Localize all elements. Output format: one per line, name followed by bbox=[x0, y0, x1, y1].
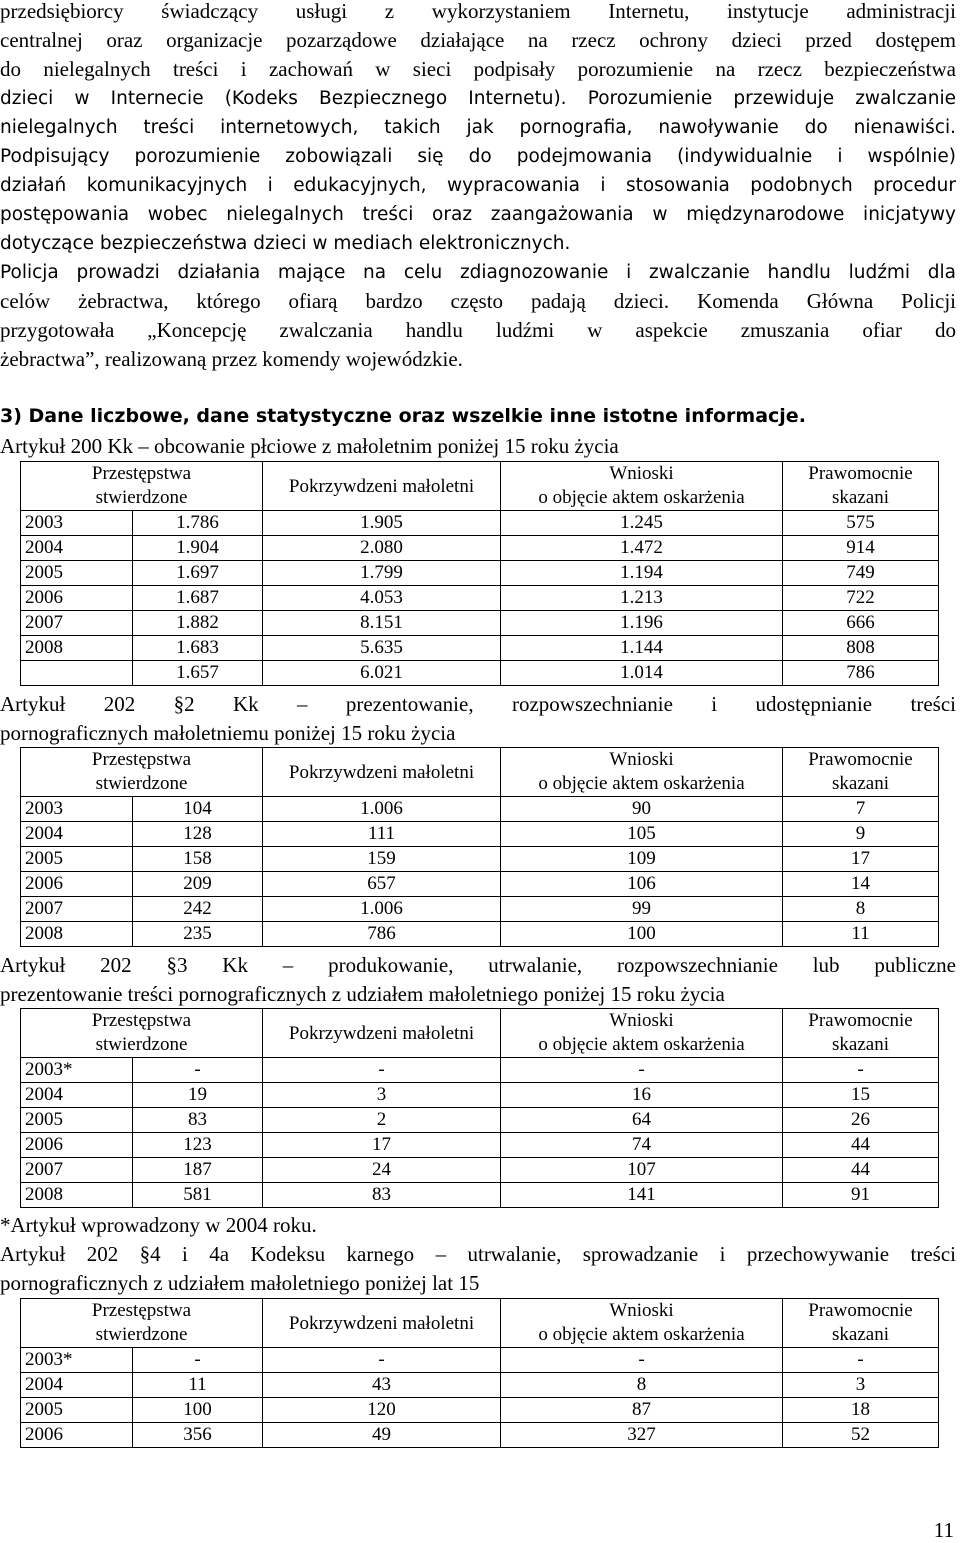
crimes-cell: 1.683 bbox=[133, 636, 263, 661]
header-line: skazani bbox=[832, 1034, 889, 1055]
convicted-cell: 722 bbox=[783, 586, 939, 611]
caption-line: Artykuł 200 Kk – obcowanie płciowe z małoletnim poniżej 15 roku życia bbox=[0, 434, 619, 458]
year-cell: 2008 bbox=[21, 1183, 133, 1208]
table-row bbox=[21, 1108, 939, 1133]
header-line: stwierdzone bbox=[95, 1324, 188, 1345]
victims-cell: 5.635 bbox=[263, 636, 501, 661]
indictments-cell: 1.194 bbox=[501, 561, 783, 586]
victims-cell: 43 bbox=[263, 1373, 501, 1398]
crimes-cell: - bbox=[133, 1348, 263, 1373]
caption-line: prezentowanie treści pornograficznych z udziałem małoletniego poniżej 15 roku życia bbox=[0, 982, 725, 1006]
convicted-cell: 14 bbox=[783, 872, 939, 897]
convicted-cell: 786 bbox=[783, 661, 939, 686]
header-line: Przestępstwa bbox=[91, 463, 192, 484]
header-line: skazani bbox=[832, 1324, 889, 1345]
convicted-cell: 15 bbox=[783, 1083, 939, 1108]
table-row bbox=[21, 1133, 939, 1158]
victims-cell: 4.053 bbox=[263, 586, 501, 611]
victims-cell: 2 bbox=[263, 1108, 501, 1133]
header-line: Wnioski bbox=[609, 1010, 674, 1031]
indictments-cell: - bbox=[501, 1348, 783, 1373]
indictments-cell: 1.144 bbox=[501, 636, 783, 661]
year-cell: 2004 bbox=[21, 536, 133, 561]
indictments-cell: 1.213 bbox=[501, 586, 783, 611]
intro-paragraph bbox=[0, 0, 956, 258]
table-caption bbox=[0, 432, 956, 461]
indictments-cell: 1.196 bbox=[501, 611, 783, 636]
header-line: Prawomocnie bbox=[808, 1300, 913, 1321]
table-row bbox=[21, 1058, 939, 1083]
header-line: stwierdzone bbox=[95, 487, 188, 508]
convicted-cell: 44 bbox=[783, 1133, 939, 1158]
convicted-cell: 18 bbox=[783, 1398, 939, 1423]
table-caption bbox=[0, 1240, 956, 1298]
crimes-cell: 1.786 bbox=[133, 511, 263, 536]
year-cell: 2006 bbox=[21, 586, 133, 611]
table-row bbox=[21, 897, 939, 922]
column-header-victims: Pokrzywdzeni małoletni bbox=[263, 462, 501, 511]
victims-cell: 120 bbox=[263, 1398, 501, 1423]
text-line: przygotowała „Koncepcję zwalczania handlu ludźmi w aspekcie zmuszania ofiar do bbox=[0, 318, 956, 342]
column-header-convicted bbox=[783, 1299, 939, 1348]
crimes-cell: 158 bbox=[133, 847, 263, 872]
column-header-indictments bbox=[501, 462, 783, 511]
table-row bbox=[21, 797, 939, 822]
column-header-indictments bbox=[501, 1299, 783, 1348]
crimes-cell: 235 bbox=[133, 922, 263, 947]
text-line: Podpisujący porozumienie zobowiązali się do podejmowania (indywidualnie i wspólnie) bbox=[0, 146, 956, 167]
police-paragraph bbox=[0, 258, 956, 374]
column-header-victims: Pokrzywdzeni małoletni bbox=[263, 748, 501, 797]
table-row bbox=[21, 511, 939, 536]
year-cell: 2008 bbox=[21, 636, 133, 661]
text-line: nielegalnych treści internetowych, takich jak pornografia, nawoływanie do nienawiści. bbox=[0, 117, 956, 138]
crimes-cell: 11 bbox=[133, 1373, 263, 1398]
indictments-cell: 106 bbox=[501, 872, 783, 897]
year-cell: 2004 bbox=[21, 1373, 133, 1398]
table-row bbox=[21, 1398, 939, 1423]
table-row bbox=[21, 1348, 939, 1373]
header-line: Prawomocnie bbox=[808, 1010, 913, 1031]
crimes-cell: 123 bbox=[133, 1133, 263, 1158]
table-row bbox=[21, 822, 939, 847]
convicted-cell: 7 bbox=[783, 797, 939, 822]
header-line: Wnioski bbox=[609, 1300, 674, 1321]
crimes-cell: 242 bbox=[133, 897, 263, 922]
year-cell: 2008 bbox=[21, 922, 133, 947]
caption-line: Artykuł 202 §2 Kk – prezentowanie, rozpowszechnianie i udostępnianie treści bbox=[0, 692, 956, 716]
column-header-convicted bbox=[783, 748, 939, 797]
stats-table-art200 bbox=[20, 461, 939, 686]
indictments-cell: 16 bbox=[501, 1083, 783, 1108]
indictments-cell: 327 bbox=[501, 1423, 783, 1448]
text-line: dotyczące bezpieczeństwa dzieci w mediach elektronicznych. bbox=[0, 233, 571, 254]
crimes-cell: 1.882 bbox=[133, 611, 263, 636]
text-line: do nielegalnych treści i zachowań w sieci podpisały porozumienie na rzecz bezpieczeństwa bbox=[0, 57, 956, 81]
crimes-cell: 1.904 bbox=[133, 536, 263, 561]
victims-cell: 24 bbox=[263, 1158, 501, 1183]
victims-cell: 1.905 bbox=[263, 511, 501, 536]
table-row bbox=[21, 536, 939, 561]
year-cell: 2005 bbox=[21, 1398, 133, 1423]
year-cell: 2006 bbox=[21, 872, 133, 897]
convicted-cell: 914 bbox=[783, 536, 939, 561]
convicted-cell: 91 bbox=[783, 1183, 939, 1208]
victims-cell: 159 bbox=[263, 847, 501, 872]
table-row bbox=[21, 1423, 939, 1448]
convicted-cell: 11 bbox=[783, 922, 939, 947]
stats-table-art202-4 bbox=[20, 1298, 939, 1448]
indictments-cell: 1.472 bbox=[501, 536, 783, 561]
header-line: skazani bbox=[832, 487, 889, 508]
header-line: Wnioski bbox=[609, 749, 674, 770]
year-cell: 2005 bbox=[21, 847, 133, 872]
year-cell: 2007 bbox=[21, 611, 133, 636]
crimes-cell: 356 bbox=[133, 1423, 263, 1448]
year-cell: 2003* bbox=[21, 1348, 133, 1373]
indictments-cell: 107 bbox=[501, 1158, 783, 1183]
stats-table-art202-2 bbox=[20, 747, 939, 947]
crimes-cell: 100 bbox=[133, 1398, 263, 1423]
table-row bbox=[21, 1373, 939, 1398]
indictments-cell: 1.245 bbox=[501, 511, 783, 536]
victims-cell: - bbox=[263, 1058, 501, 1083]
indictments-cell: 141 bbox=[501, 1183, 783, 1208]
victims-cell: 111 bbox=[263, 822, 501, 847]
victims-cell: 1.006 bbox=[263, 897, 501, 922]
year-cell: 2006 bbox=[21, 1423, 133, 1448]
text-line: celów żebractwa, którego ofiarą bardzo często padają dzieci. Komenda Główna Policji bbox=[0, 289, 956, 313]
convicted-cell: 52 bbox=[783, 1423, 939, 1448]
header-line: Przestępstwa bbox=[91, 1300, 192, 1321]
header-line: o objęcie aktem oskarżenia bbox=[538, 773, 745, 794]
convicted-cell: 8 bbox=[783, 897, 939, 922]
column-header-victims: Pokrzywdzeni małoletni bbox=[263, 1009, 501, 1058]
victims-cell: 8.151 bbox=[263, 611, 501, 636]
table-caption bbox=[0, 951, 956, 1009]
victims-cell: 3 bbox=[263, 1083, 501, 1108]
indictments-cell: 99 bbox=[501, 897, 783, 922]
table-row bbox=[21, 1083, 939, 1108]
table-caption bbox=[0, 690, 956, 748]
year-cell bbox=[21, 661, 133, 686]
caption-line: pornograficznych małoletniemu poniżej 15 roku życia bbox=[0, 721, 456, 745]
year-cell: 2006 bbox=[21, 1133, 133, 1158]
header-line: stwierdzone bbox=[95, 1034, 188, 1055]
convicted-cell: 808 bbox=[783, 636, 939, 661]
victims-cell: 657 bbox=[263, 872, 501, 897]
page-number: 11 bbox=[933, 1518, 954, 1542]
text-line: Policja prowadzi działania mające na celu zdiagnozowanie i zwalczanie handlu ludźmi dla bbox=[0, 262, 956, 283]
year-cell: 2005 bbox=[21, 561, 133, 586]
convicted-cell: 3 bbox=[783, 1373, 939, 1398]
convicted-cell: 44 bbox=[783, 1158, 939, 1183]
victims-cell: 1.006 bbox=[263, 797, 501, 822]
text-line: centralnej oraz organizacje pozarządowe działające na rzecz ochrony dzieci przed dostępem bbox=[0, 28, 956, 52]
column-header-indictments bbox=[501, 748, 783, 797]
convicted-cell: 666 bbox=[783, 611, 939, 636]
text-line: działań komunikacyjnych i edukacyjnych, wypracowania i stosowania podobnych procedur bbox=[0, 175, 956, 196]
crimes-cell: 1.687 bbox=[133, 586, 263, 611]
text-line: przedsiębiorcy świadczący usługi z wykorzystaniem Internetu, instytucje administracji bbox=[0, 0, 956, 23]
text-line: dzieci w Internecie (Kodeks Bezpiecznego Internetu). Porozumienie przewiduje zwalczanie bbox=[0, 88, 956, 109]
crimes-cell: 581 bbox=[133, 1183, 263, 1208]
victims-cell: 17 bbox=[263, 1133, 501, 1158]
header-line: o objęcie aktem oskarżenia bbox=[538, 487, 745, 508]
year-cell: 2003 bbox=[21, 511, 133, 536]
table-row bbox=[21, 661, 939, 686]
crimes-cell: 187 bbox=[133, 1158, 263, 1183]
victims-cell: 83 bbox=[263, 1183, 501, 1208]
indictments-cell: 1.014 bbox=[501, 661, 783, 686]
header-line: stwierdzone bbox=[95, 773, 188, 794]
convicted-cell: 26 bbox=[783, 1108, 939, 1133]
crimes-cell: 19 bbox=[133, 1083, 263, 1108]
indictments-cell: 105 bbox=[501, 822, 783, 847]
victims-cell: - bbox=[263, 1348, 501, 1373]
indictments-cell: 8 bbox=[501, 1373, 783, 1398]
table-footnote: *Artykuł wprowadzony w 2004 roku. bbox=[0, 1213, 317, 1237]
table-row bbox=[21, 611, 939, 636]
text-line: żebractwa”, realizowaną przez komendy wojewódzkie. bbox=[0, 347, 463, 371]
caption-line: Artykuł 202 §3 Kk – produkowanie, utrwalanie, rozpowszechnianie lub publiczne bbox=[0, 953, 956, 977]
column-header-crimes bbox=[21, 1009, 263, 1058]
header-line: Przestępstwa bbox=[91, 749, 192, 770]
year-cell: 2004 bbox=[21, 822, 133, 847]
column-header-convicted bbox=[783, 1009, 939, 1058]
year-cell: 2007 bbox=[21, 1158, 133, 1183]
table-row bbox=[21, 922, 939, 947]
table-row bbox=[21, 561, 939, 586]
column-header-crimes bbox=[21, 1299, 263, 1348]
crimes-cell: 83 bbox=[133, 1108, 263, 1133]
crimes-cell: - bbox=[133, 1058, 263, 1083]
table-row bbox=[21, 586, 939, 611]
column-header-crimes bbox=[21, 748, 263, 797]
crimes-cell: 104 bbox=[133, 797, 263, 822]
victims-cell: 49 bbox=[263, 1423, 501, 1448]
year-cell: 2003* bbox=[21, 1058, 133, 1083]
header-line: Wnioski bbox=[609, 463, 674, 484]
table-row bbox=[21, 1158, 939, 1183]
crimes-cell: 209 bbox=[133, 872, 263, 897]
convicted-cell: - bbox=[783, 1348, 939, 1373]
convicted-cell: 9 bbox=[783, 822, 939, 847]
indictments-cell: 87 bbox=[501, 1398, 783, 1423]
indictments-cell: 109 bbox=[501, 847, 783, 872]
crimes-cell: 128 bbox=[133, 822, 263, 847]
indictments-cell: 100 bbox=[501, 922, 783, 947]
table-row bbox=[21, 847, 939, 872]
column-header-crimes bbox=[21, 462, 263, 511]
crimes-cell: 1.657 bbox=[133, 661, 263, 686]
indictments-cell: - bbox=[501, 1058, 783, 1083]
convicted-cell: 749 bbox=[783, 561, 939, 586]
stats-table-art202-3 bbox=[20, 1008, 939, 1208]
year-cell: 2004 bbox=[21, 1083, 133, 1108]
victims-cell: 786 bbox=[263, 922, 501, 947]
header-line: Przestępstwa bbox=[91, 1010, 192, 1031]
victims-cell: 2.080 bbox=[263, 536, 501, 561]
caption-line: Artykuł 202 §4 i 4a Kodeksu karnego – utrwalanie, sprowadzanie i przechowywanie treści bbox=[0, 1242, 956, 1266]
text-line: postępowania wobec nielegalnych treści oraz zaangażowania w międzynarodowe inicjatywy bbox=[0, 204, 956, 225]
header-line: Prawomocnie bbox=[808, 463, 913, 484]
table-row bbox=[21, 1183, 939, 1208]
convicted-cell: - bbox=[783, 1058, 939, 1083]
header-line: Prawomocnie bbox=[808, 749, 913, 770]
year-cell: 2007 bbox=[21, 897, 133, 922]
victims-cell: 1.799 bbox=[263, 561, 501, 586]
victims-cell: 6.021 bbox=[263, 661, 501, 686]
table-row bbox=[21, 872, 939, 897]
indictments-cell: 64 bbox=[501, 1108, 783, 1133]
indictments-cell: 74 bbox=[501, 1133, 783, 1158]
crimes-cell: 1.697 bbox=[133, 561, 263, 586]
convicted-cell: 17 bbox=[783, 847, 939, 872]
column-header-victims: Pokrzywdzeni małoletni bbox=[263, 1299, 501, 1348]
caption-line: pornograficznych z udziałem małoletniego poniżej lat 15 bbox=[0, 1271, 480, 1295]
year-cell: 2003 bbox=[21, 797, 133, 822]
year-cell: 2005 bbox=[21, 1108, 133, 1133]
header-line: skazani bbox=[832, 773, 889, 794]
header-line: o objęcie aktem oskarżenia bbox=[538, 1034, 745, 1055]
convicted-cell: 575 bbox=[783, 511, 939, 536]
column-header-convicted bbox=[783, 462, 939, 511]
table-row bbox=[21, 636, 939, 661]
section-heading: 3) Dane liczbowe, dane statystyczne oraz wszelkie inne istotne informacje. bbox=[0, 405, 806, 427]
indictments-cell: 90 bbox=[501, 797, 783, 822]
header-line: o objęcie aktem oskarżenia bbox=[538, 1324, 745, 1345]
column-header-indictments bbox=[501, 1009, 783, 1058]
